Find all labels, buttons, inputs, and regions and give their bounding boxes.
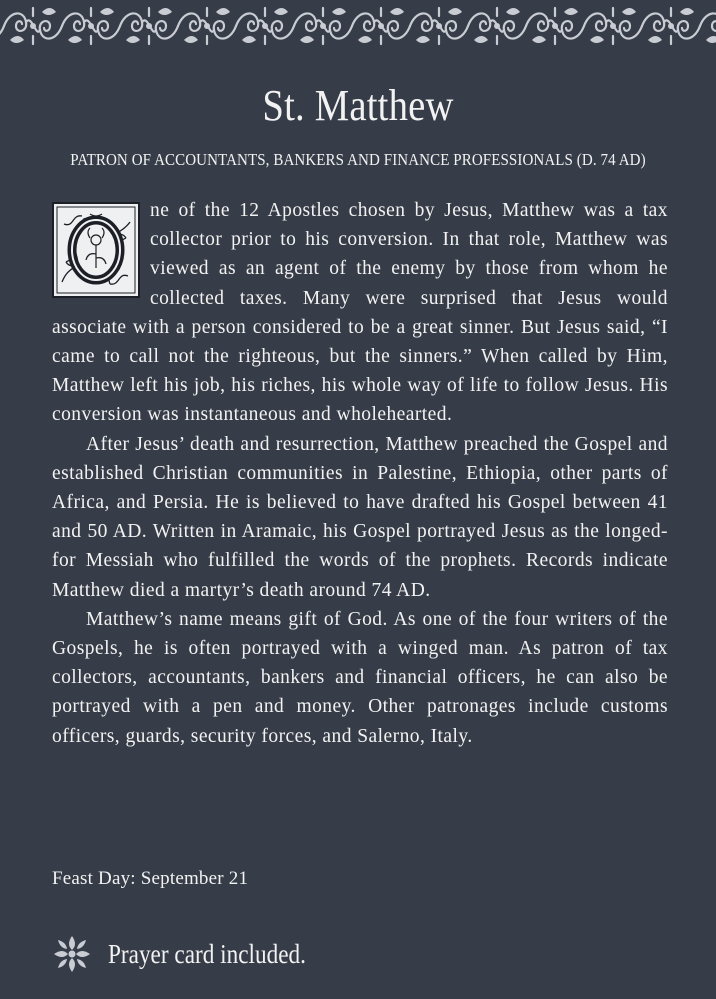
feast-day: Feast Day: September 21 bbox=[52, 868, 249, 889]
ornate-letter-o-icon bbox=[52, 202, 140, 298]
border-tile bbox=[62, 8, 120, 44]
border-tile bbox=[468, 8, 526, 44]
border-tile bbox=[294, 8, 352, 44]
prayer-card-text: Prayer card included. bbox=[108, 938, 306, 969]
border-tile bbox=[584, 8, 642, 44]
border-tile bbox=[4, 8, 62, 44]
paragraph-2: After Jesus’ death and resurrection, Matthew preached the Gospel and established Christian communities in Palestine, Ethiopia, other parts of Africa, and Persia. He is believed to have drafted his Gospel between 41 and 50 AD. Written in Aramaic, his Gospel portrayed Jesus as the longed-for Messiah who fulfilled the words of the prophets. Records indicate Matthew died a martyr’s death around 74 AD. bbox=[52, 433, 668, 601]
border-tile bbox=[526, 8, 584, 44]
border-tile bbox=[120, 8, 178, 44]
biography-text bbox=[52, 196, 668, 751]
page-title: St. Matthew bbox=[262, 81, 454, 130]
prayer-card-note bbox=[52, 932, 338, 976]
scroll-border-icon bbox=[0, 0, 716, 52]
border-tile bbox=[352, 8, 410, 44]
border-tile bbox=[410, 8, 468, 44]
page-subtitle: PATRON OF ACCOUNTANTS, BANKERS AND FINANCE PROFESSIONALS (D. 74 AD) bbox=[70, 150, 646, 169]
ornamental-border bbox=[0, 0, 716, 52]
border-tile bbox=[642, 8, 700, 44]
paragraph-1 bbox=[52, 196, 668, 430]
paragraph-3: Matthew’s name means gift of God. As one of the four writers of the Gospels, he is often portrayed with a winged man. As patron of tax collectors, accountants, bankers and financial officers, he can also be portrayed with a pen and money. Other patronages include customs officers, guards, security forces, and Salerno, Italy. bbox=[52, 608, 668, 747]
ornament-cross-icon bbox=[52, 934, 92, 974]
border-tile bbox=[700, 8, 716, 44]
border-tile bbox=[236, 8, 294, 44]
border-tile bbox=[178, 8, 236, 44]
paragraph-1-text: ne of the 12 Apostles chosen by Jesus, Matthew was a tax collector prior to his conversion. In that role, Matthew was viewed as an agent of the enemy by those from whom he collected taxes. Many were surprised that Jesus would associate with a person considered to be a great sinner. But Jesus said, “I came to call not the righteous, but the sinners.” When called by Him, Matthew left his job, his riches, his whole way of life to follow Jesus. His conversion was instantaneous and wholehearted. bbox=[52, 200, 668, 426]
